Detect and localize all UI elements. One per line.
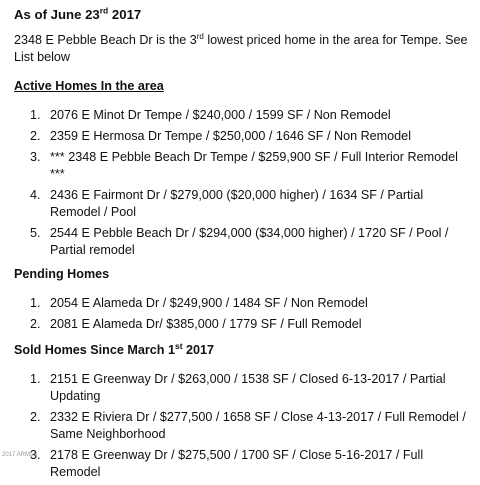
intro-paragraph: 2348 E Pebble Beach Dr is the 3rd lowest priced home in the area for Tempe. See List below bbox=[14, 31, 468, 64]
list-item: 1. 2151 E Greenway Dr / $263,000 / 1538 SF / Closed 6-13-2017 / Partial Updating bbox=[30, 372, 446, 403]
list-item: 2. 2332 E Riviera Dr / $277,500 / 1658 SF / Close 4-13-2017 / Full Remodel / Same Neighborhood bbox=[30, 410, 466, 441]
list-item: 2. 2081 E Alameda Dr/ $385,000 / 1779 SF / Full Remodel bbox=[30, 317, 362, 331]
pending-homes-list bbox=[0, 295, 470, 337]
list-item: 3. 2178 E Greenway Dr / $275,500 / 1700 SF / Close 5-16-2017 / Full Remodel bbox=[30, 448, 424, 479]
sold-homes-heading: Sold Homes Since March 1st 2017 bbox=[14, 340, 215, 357]
list-item: 1. 2076 E Minot Dr Tempe / $240,000 / 1599 SF / Non Remodel bbox=[30, 108, 391, 122]
sold-heading-superscript: st bbox=[174, 340, 183, 351]
list-item: 2. 2359 E Hermosa Dr Tempe / $250,000 / 1646 SF / Non Remodel bbox=[30, 129, 411, 143]
copyright-watermark: 2017 ARMLS bbox=[2, 452, 38, 458]
active-homes-heading: Active Homes In the area bbox=[14, 79, 164, 93]
list-item: 3. *** 2348 E Pebble Beach Dr Tempe / $259,900 SF / Full Interior Remodel *** bbox=[30, 150, 458, 181]
intro-superscript: rd bbox=[196, 31, 204, 41]
list-item: 4. 2436 E Fairmont Dr / $279,000 ($20,000 higher) / 1634 SF / Partial Remodel / Pool bbox=[30, 188, 424, 219]
list-item: 1. 2054 E Alameda Dr / $249,900 / 1484 SF / Non Remodel bbox=[30, 296, 368, 310]
list-item: 5. 2544 E Pebble Beach Dr / $294,000 ($34,000 higher) / 1720 SF / Pool / Partial remodel bbox=[30, 226, 449, 257]
sold-homes-list bbox=[0, 371, 470, 485]
page-title: As of June 23rd 2017 bbox=[14, 5, 142, 22]
title-superscript: rd bbox=[99, 5, 109, 16]
pending-homes-heading: Pending Homes bbox=[14, 267, 110, 281]
active-homes-list bbox=[0, 107, 470, 263]
